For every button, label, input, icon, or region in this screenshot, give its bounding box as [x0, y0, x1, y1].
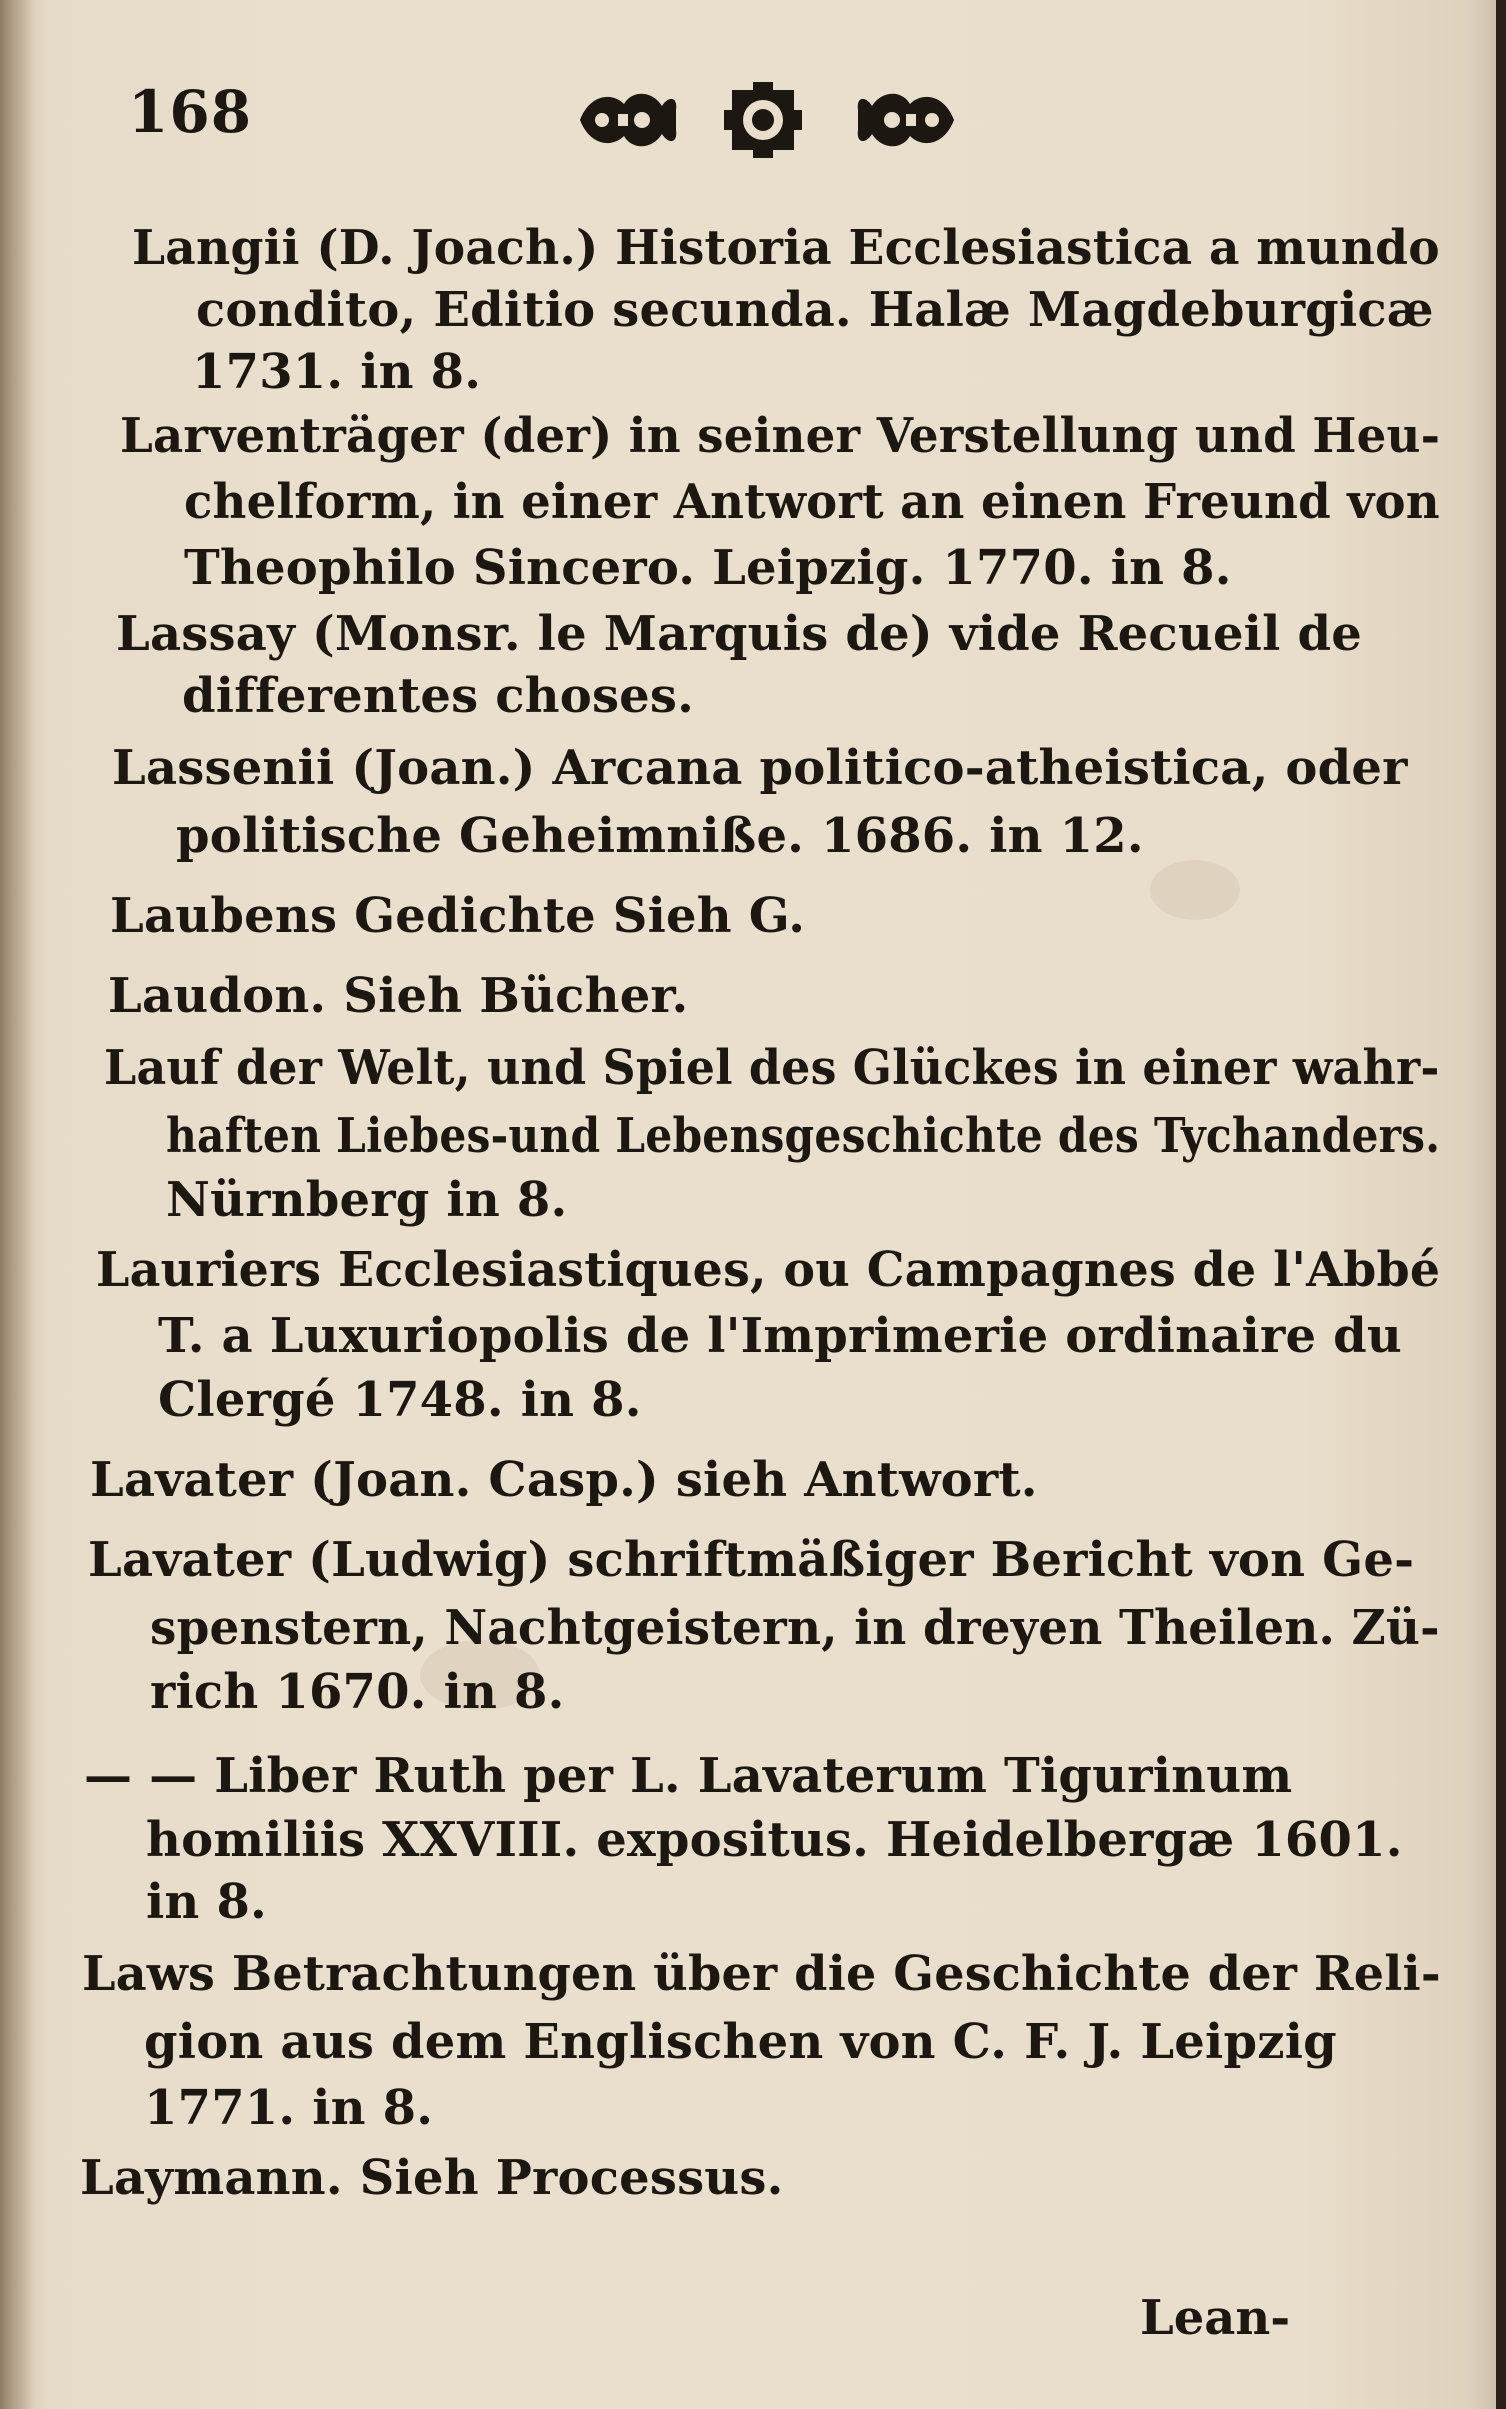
entry-line: spenstern, Nachtgeistern, in dreyen Theilen. Zü-	[150, 1600, 1440, 1656]
page-number: 168	[128, 78, 253, 146]
entry-line: in 8.	[146, 1874, 267, 1930]
entry-line: 1771. in 8.	[144, 2080, 434, 2136]
entry-line: Laws Betrachtungen über die Geschichte der Reli-	[82, 1946, 1441, 2002]
entry-line: Lassenii (Joan.) Arcana politico-atheistica, oder	[112, 740, 1408, 796]
catchword: Lean-	[1140, 2290, 1291, 2346]
entry-line: rich 1670. in 8.	[150, 1664, 565, 1720]
entry-line: Laudon. Sieh Bücher.	[108, 968, 689, 1024]
entry-line: Nürnberg in 8.	[166, 1172, 568, 1228]
entry-line: chelform, in einer Antwort an einen Freund von	[184, 474, 1440, 530]
entry-line: Larventräger (der) in seiner Verstellung und Heu-	[120, 408, 1441, 464]
entry-line: Lavater (Joan. Casp.) sieh Antwort.	[90, 1452, 1038, 1508]
entry-line: Laubens Gedichte Sieh G.	[110, 888, 806, 944]
entry-line: Lauf der Welt, und Spiel des Glückes in einer wahr-	[104, 1040, 1440, 1096]
entry-line: Theophilo Sincero. Leipzig. 1770. in 8.	[184, 540, 1232, 596]
entry-line: Laymann. Sieh Processus.	[80, 2150, 784, 2206]
entry-line: condito, Editio secunda. Halæ Magdeburgicæ	[196, 282, 1434, 338]
entry-line: gion aus dem Englischen von C. F. J. Leipzig	[144, 2014, 1337, 2070]
entry-line: haften Liebes-und Lebensgeschichte des Tychanders.	[166, 1108, 1441, 1164]
entry-line: 1731. in 8.	[192, 344, 482, 400]
entry-line: — — Liber Ruth per L. Lavaterum Tigurinum	[84, 1748, 1293, 1804]
entry-line: Clergé 1748. in 8.	[158, 1372, 642, 1428]
entry-line: differentes choses.	[182, 668, 695, 724]
entry-line: T. a Luxuriopolis de l'Imprimerie ordinaire du	[158, 1308, 1402, 1364]
entry-line: politische Geheimniße. 1686. in 12.	[176, 808, 1144, 864]
entry-line: homiliis XXVIII. expositus. Heidelbergæ 1601.	[146, 1812, 1403, 1868]
entry-line: Langii (D. Joach.) Historia Ecclesiastica a mundo	[132, 220, 1440, 276]
entry-line: Lavater (Ludwig) schriftmäßiger Bericht von Ge-	[88, 1532, 1415, 1588]
entry-line: Lassay (Monsr. le Marquis de) vide Recueil de	[116, 606, 1362, 662]
entry-line: Lauriers Ecclesiastiques, ou Campagnes de l'Abbé	[96, 1242, 1441, 1298]
